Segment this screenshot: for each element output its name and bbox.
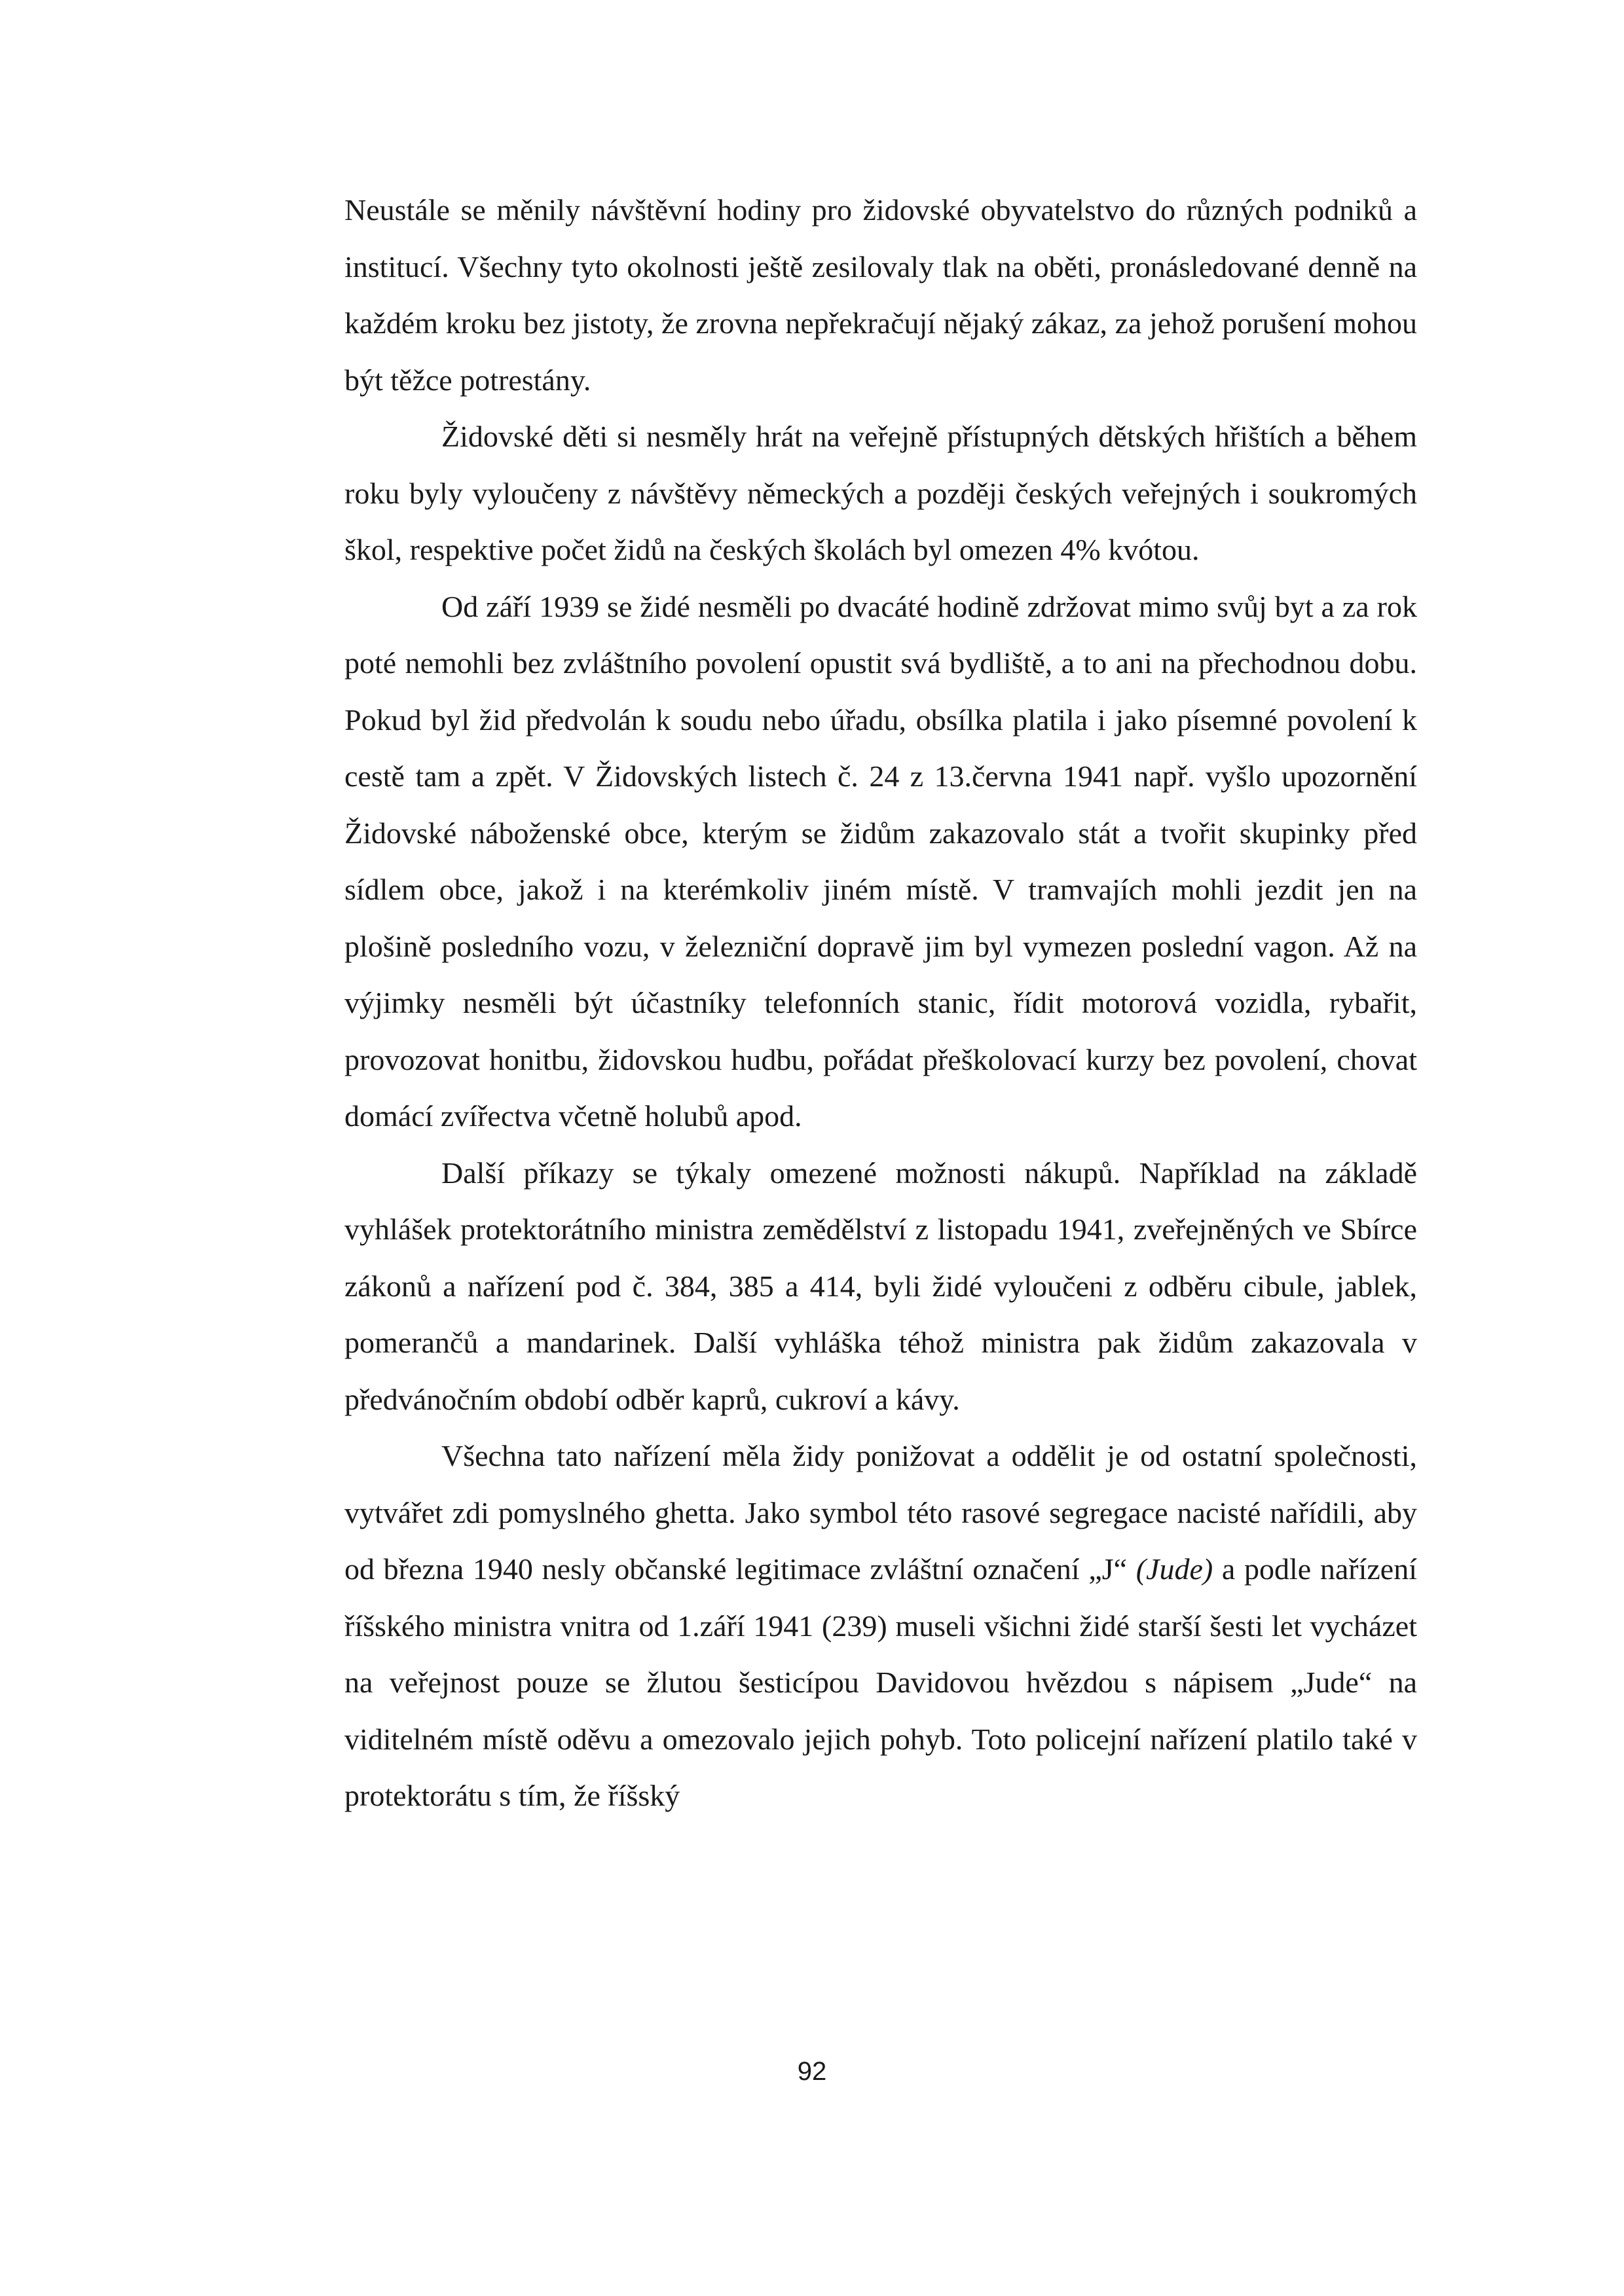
paragraph-5-text-end: a podle nařízení říšského ministra vnitra od 1.září 1941 (239) museli všichni židé starší šesti let vycházet na veřejnost pouze se žlutou šesticípou Davidovou hvězdou s nápisem „Jude“ na viditelném místě oděvu a omezovalo jejich pohyb. Toto policejní nařízení platilo také v protektorátu s tím, že říšský — [344, 1552, 1417, 1812]
page-number: 92 — [797, 2057, 827, 2086]
paragraph-1: Neustále se měnily návštěvní hodiny pro židovské obyvatelstvo do různých podniků a institucí. Všechny tyto okolnosti ještě zesilovaly tlak na oběti, pronásledované denně na každém kroku bez jistoty, že zrovna nepřekračují nějaký zákaz, za jehož porušení mohou být těžce potrestány. — [344, 193, 1417, 397]
body-text — [344, 182, 1417, 1825]
paragraph-3: Od září 1939 se židé nesměli po dvacáté hodině zdržovat mimo svůj byt a za rok poté nemohli bez zvláštního povolení opustit svá bydliště, a to ani na přechodnou dobu. Pokud byl žid předvolán k soudu nebo úřadu, obsílka platila i jako písemné povolení k cestě tam a zpět. V Židovských listech č. 24 z 13.června 1941 např. vyšlo upozornění Židovské náboženské obce, kterým se židům zakazovalo stát a tvořit skupinky před sídlem obce, jakož i na kterémkoliv jiném místě. V tramvajích mohli jezdit jen na plošině posledního vozu, v železniční dopravě jim byl vymezen poslední vagon. Až na výjimky nesměli být účastníky telefonních stanic, řídit motorová vozidla, rybařit, provozovat honitbu, židovskou hudbu, pořádat přeškolovací kurzy bez povolení, chovat domácí zvířectva včetně holubů apod. — [344, 589, 1417, 1133]
paragraph-4: Další příkazy se týkaly omezené možnosti nákupů. Například na základě vyhlášek protektorátního ministra zemědělství z listopadu 1941, zveřejněných ve Sbírce zákonů a nařízení pod č. 384, 385 a 414, byli židé vyloučeni z odběru cibule, jablek, pomerančů a mandarinek. Další vyhláška téhož ministra pak židům zakazovala v předvánočním období odběr kaprů, cukroví a kávy. — [344, 1156, 1417, 1416]
paragraph-2: Židovské děti si nesměly hrát na veřejně přístupných dětských hřištích a během roku byly vyloučeny z návštěvy německých a později českých veřejných i soukromých škol, respektive počet židů na českých školách byl omezen 4% kvótou. — [344, 420, 1417, 566]
paragraph-5-italic-term: (Jude) — [1135, 1552, 1213, 1586]
paragraph-5 — [344, 1428, 1417, 1825]
paragraph-5-text-start: Všechna tato nařízení měla židy ponižovat a oddělit je od ostatní společnosti, vytvářet zdi pomyslného ghetta. Jako symbol této rasové segregace nacisté nařídili, aby od března 1940 nesly občanské legitimace zvláštní označení „J“ — [344, 1439, 1417, 1586]
